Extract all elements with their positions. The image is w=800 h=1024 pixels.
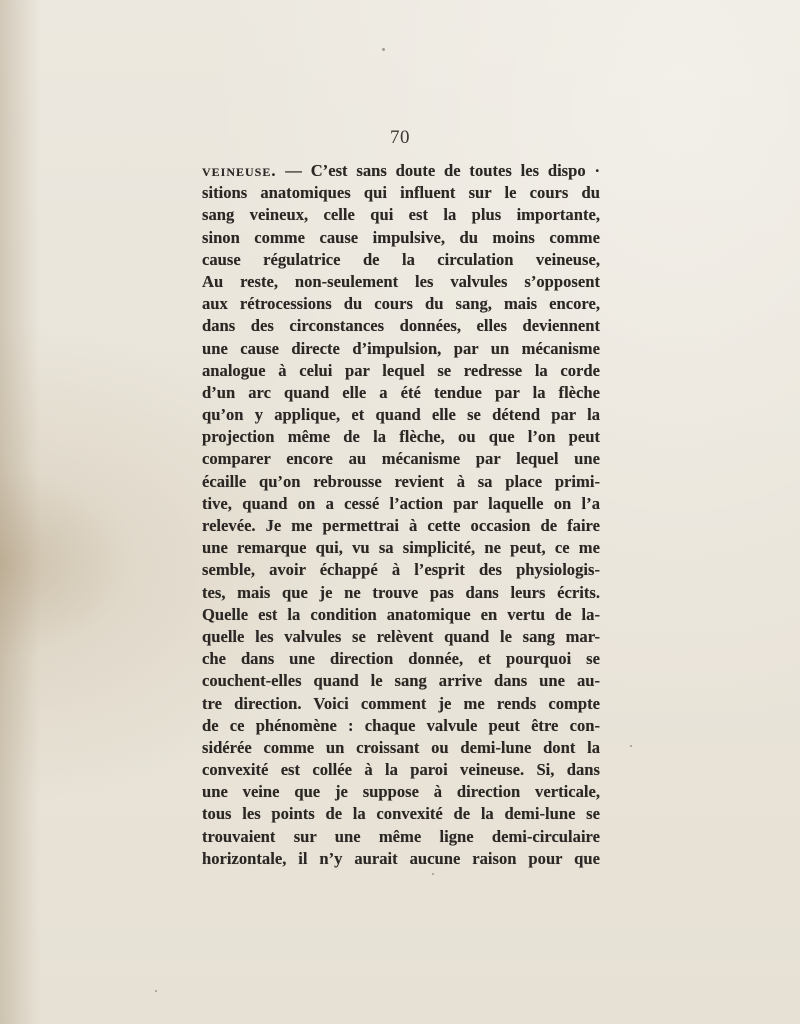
text-line: écaille qu’on rebrousse revient à sa place primi- bbox=[202, 471, 600, 491]
text-line: sidérée comme un croissant ou demi-lune dont la bbox=[202, 737, 600, 757]
paper-speck bbox=[432, 873, 434, 875]
text-line: tes, mais que je ne trouve pas dans leurs écrits. bbox=[202, 582, 600, 602]
text-line: Au reste, non-seulement les valvules s’opposent bbox=[202, 271, 600, 291]
line-text: — C’est sans doute de toutes les dispo · bbox=[276, 161, 600, 180]
text-line: cause régulatrice de la circulation veineuse, bbox=[202, 249, 600, 269]
text-line: Quelle est la condition anatomique en vertu de la- bbox=[202, 604, 600, 624]
paper-speck bbox=[630, 745, 632, 747]
text-line: une veine que je suppose à direction verticale, bbox=[202, 782, 600, 802]
text-line: horizontale, il n’y aurait aucune raison pour que bbox=[202, 848, 600, 868]
text-line: tive, quand on a cessé l’action par laquelle on l’a bbox=[202, 493, 600, 513]
section-lead: veineuse. bbox=[202, 161, 277, 180]
text-line: relevée. Je me permettrai à cette occasion de faire bbox=[202, 516, 600, 535]
text-line: comparer encore au mécanisme par lequel une bbox=[202, 449, 600, 469]
text-line: couchent-elles quand le sang arrive dans une au- bbox=[202, 671, 600, 691]
text-line: sitions anatomiques qui influent sur le cours du bbox=[202, 183, 600, 203]
text-line: de ce phénomène : chaque valvule peut être con- bbox=[202, 715, 600, 735]
text-line: convexité est collée à la paroi veineuse. Si, dans bbox=[202, 760, 600, 780]
text-line: quelle les valvules se relèvent quand le sang mar- bbox=[202, 626, 600, 646]
text-line: une remarque qui, vu sa simplicité, ne peut, ce me bbox=[202, 538, 600, 558]
text-line: qu’on y applique, et quand elle se détend par la bbox=[202, 405, 600, 425]
text-line: tous les points de la convexité de la demi-lune se bbox=[202, 804, 600, 824]
body-text bbox=[202, 160, 600, 870]
text-line: che dans une direction donnée, et pourquoi se bbox=[202, 649, 600, 669]
text-line: une cause directe d’impulsion, par un mécanisme bbox=[202, 338, 600, 358]
paper-speck bbox=[155, 990, 157, 992]
text-line: tre direction. Voici comment je me rends compte bbox=[202, 693, 600, 713]
page-edge-shadow bbox=[0, 0, 40, 1024]
page-number: 70 bbox=[390, 127, 410, 148]
text-line: projection même de la flèche, ou que l’on peut bbox=[202, 427, 600, 447]
text-line: trouvaient sur une même ligne demi-circulaire bbox=[202, 826, 600, 846]
text-line: d’un arc quand elle a été tendue par la flèche bbox=[202, 382, 600, 402]
text-line: sinon comme cause impulsive, du moins comme bbox=[202, 227, 600, 247]
text-line bbox=[202, 160, 600, 182]
text-line: aux rétrocessions du cours du sang, mais encore, bbox=[202, 294, 600, 314]
text-line: semble, avoir échappé à l’esprit des physiologis- bbox=[202, 560, 600, 580]
text-line: sang veineux, celle qui est la plus importante, bbox=[202, 205, 600, 225]
text-line: dans des circonstances données, elles deviennent bbox=[202, 316, 600, 336]
paper-speck bbox=[382, 48, 385, 51]
text-line: analogue à celui par lequel se redresse la corde bbox=[202, 360, 600, 380]
